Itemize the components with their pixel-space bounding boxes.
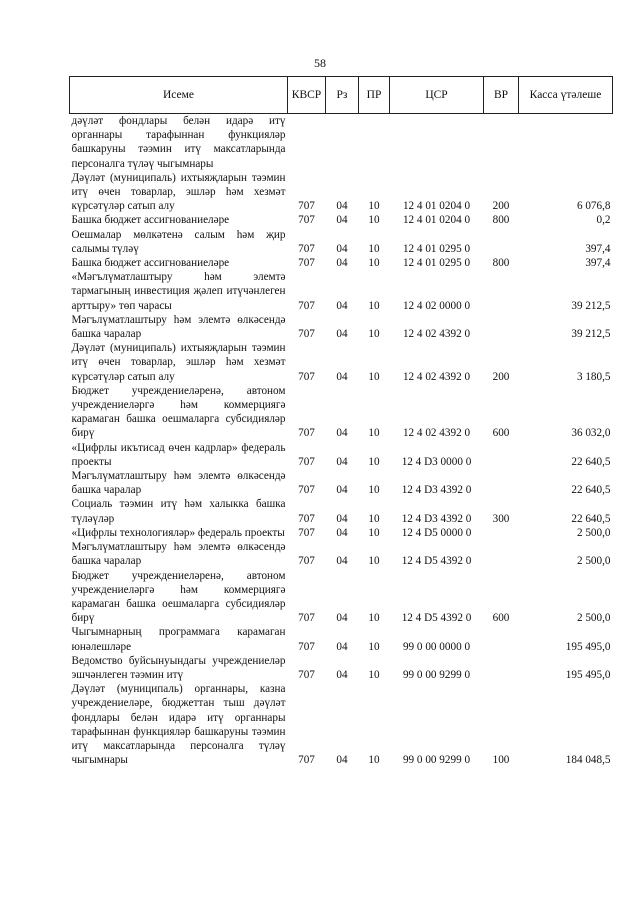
cell-name: «Цифрлы технологияләр» федераль проекты <box>71 526 285 539</box>
header-kassa: Касса үтәлеше <box>519 77 613 114</box>
cell-kvsr: 707 <box>298 328 315 341</box>
table-body <box>70 114 613 768</box>
cell-pr: 10 <box>368 484 380 497</box>
cell-name: Ведомство буйсынуындагы учреждениеләр эшчәнлеген тәэмин итү <box>71 654 286 681</box>
cell-pr: 10 <box>368 214 380 227</box>
cell-csr: 12 4 01 0295 0 <box>402 257 471 270</box>
cell-rz: 04 <box>336 242 348 255</box>
cell-pr: 10 <box>368 555 380 568</box>
cell-rz: 04 <box>336 328 348 341</box>
budget-table <box>69 76 613 767</box>
cell-kassa: 22 640,5 <box>571 484 611 497</box>
cell-csr: 99 0 00 0000 0 <box>402 640 471 653</box>
table-row <box>70 228 613 256</box>
cell-kassa: 2 500,0 <box>576 555 611 568</box>
cell-kassa: 39 212,5 <box>571 299 611 312</box>
cell-rz: 04 <box>336 427 348 440</box>
cell-vr: 600 <box>492 427 510 440</box>
header-rz: Рз <box>326 77 359 114</box>
cell-kassa: 6 076,8 <box>576 200 611 213</box>
cell-kvsr: 707 <box>298 640 315 653</box>
cell-kassa: 3 180,5 <box>576 370 611 383</box>
cell-vr <box>484 625 519 653</box>
cell-pr: 10 <box>368 754 380 767</box>
cell-kassa: 184 048,5 <box>565 754 611 767</box>
cell-vr <box>484 228 519 256</box>
cell-name: «Цифрлы икътисад өчен кадрлар» федераль проекты <box>71 441 286 468</box>
cell-pr: 10 <box>368 242 380 255</box>
cell-name: Чыгымнарның программага карамаган юнәлешләре <box>71 626 286 653</box>
cell-pr: 10 <box>368 668 380 681</box>
cell-csr: 12 4 D3 4392 0 <box>401 484 472 497</box>
table-row <box>70 526 613 540</box>
cell-csr: 12 4 01 0204 0 <box>402 200 471 213</box>
cell-vr: 200 <box>492 200 510 213</box>
cell-name: Башка бюджет ассигнованиеләре <box>71 257 230 270</box>
cell-kvsr: 707 <box>298 555 315 568</box>
cell-name: Бюджет учреждениеләренә, автоном учреждениеләргә һәм коммерциягә карамаган башка оешмаларга субсидияләр бирү <box>71 384 286 440</box>
cell-csr: 12 4 02 0000 0 <box>402 299 471 312</box>
cell-kvsr: 707 <box>298 257 315 270</box>
cell-pr: 10 <box>368 455 380 468</box>
cell-vr: 300 <box>492 512 510 525</box>
cell-kvsr: 707 <box>298 512 315 525</box>
cell-vr <box>484 469 519 497</box>
cell-kassa: 397,4 <box>585 242 611 255</box>
cell-kvsr <box>288 114 326 171</box>
header-pr: ПР <box>359 77 390 114</box>
table-row <box>70 384 613 441</box>
cell-pr: 10 <box>368 257 380 270</box>
cell-vr <box>484 526 519 540</box>
cell-name: Социаль тәэмин итү һәм халыкка башка түләүләр <box>71 498 286 525</box>
table-row <box>70 213 613 227</box>
cell-kvsr: 707 <box>298 754 315 767</box>
cell-name: Дәүләт (муниципаль) ихтыяҗларын тәэмин итү өчен товарлар, эшләр һәм хезмәт күрсәтүләр сатып алу <box>71 342 286 383</box>
table-header-row <box>70 77 613 114</box>
cell-rz: 04 <box>336 555 348 568</box>
cell-rz: 04 <box>336 455 348 468</box>
table-row <box>70 682 613 767</box>
cell-csr <box>390 114 484 171</box>
cell-csr: 12 4 D5 4392 0 <box>401 612 472 625</box>
table-row <box>70 341 613 384</box>
cell-pr: 10 <box>368 512 380 525</box>
cell-csr: 12 4 01 0204 0 <box>402 214 471 227</box>
cell-kvsr: 707 <box>298 668 315 681</box>
cell-kassa: 397,4 <box>585 257 611 270</box>
cell-rz: 04 <box>336 512 348 525</box>
table-row <box>70 654 613 682</box>
cell-csr: 12 4 01 0295 0 <box>402 242 471 255</box>
cell-kassa: 22 640,5 <box>571 512 611 525</box>
cell-rz: 04 <box>336 754 348 767</box>
cell-rz: 04 <box>336 200 348 213</box>
cell-csr: 12 4 02 4392 0 <box>402 427 471 440</box>
cell-vr <box>484 654 519 682</box>
table-row <box>70 256 613 270</box>
cell-vr <box>484 441 519 469</box>
header-csr: ЦСР <box>390 77 484 114</box>
cell-pr: 10 <box>368 640 380 653</box>
cell-rz: 04 <box>336 257 348 270</box>
cell-kassa: 22 640,5 <box>571 455 611 468</box>
cell-name: Мәгълүматлаштыру һәм элемтә өлкәсендә башка чаралар <box>71 541 286 568</box>
cell-rz: 04 <box>336 484 348 497</box>
cell-pr: 10 <box>368 427 380 440</box>
cell-kvsr: 707 <box>298 612 315 625</box>
cell-rz: 04 <box>336 668 348 681</box>
cell-pr: 10 <box>368 526 380 539</box>
cell-kvsr: 707 <box>298 484 315 497</box>
cell-vr: 100 <box>492 754 510 767</box>
header-vr: ВР <box>484 77 519 114</box>
table-row <box>70 569 613 626</box>
table-row <box>70 625 613 653</box>
cell-pr: 10 <box>368 299 380 312</box>
cell-csr: 12 4 D5 4392 0 <box>401 555 472 568</box>
table-row <box>70 469 613 497</box>
cell-vr <box>484 114 519 171</box>
cell-rz: 04 <box>336 214 348 227</box>
cell-kvsr: 707 <box>298 200 315 213</box>
table-row <box>70 114 613 171</box>
cell-name: Мәгълүматлаштыру һәм элемтә өлкәсендә башка чаралар <box>71 313 286 341</box>
cell-name: Оешмалар мөлкәтенә салым һәм җир салымы түләү <box>71 228 286 255</box>
cell-pr: 10 <box>368 200 380 213</box>
cell-kvsr: 707 <box>298 455 315 468</box>
cell-csr: 12 4 02 4392 0 <box>402 328 471 341</box>
cell-name: Мәгълүматлаштыру һәм элемтә өлкәсендә башка чаралар <box>71 470 286 497</box>
table-row <box>70 171 613 214</box>
cell-kassa: 0,2 <box>596 214 611 227</box>
cell-name: Дәүләт (муниципаль) ихтыяҗларын тәэмин итү өчен товарлар, эшләр һәм хезмәт күрсәтүләр сатып алу <box>71 171 286 213</box>
cell-vr: 800 <box>492 214 510 227</box>
cell-kassa: 36 032,0 <box>571 427 611 440</box>
cell-vr: 200 <box>492 370 510 383</box>
cell-csr: 12 4 D3 0000 0 <box>401 455 472 468</box>
table-row <box>70 313 613 341</box>
cell-csr: 12 4 02 4392 0 <box>402 370 471 383</box>
cell-kvsr: 707 <box>298 299 315 312</box>
cell-vr <box>484 270 519 313</box>
cell-vr: 600 <box>492 612 510 625</box>
cell-name: «Мәгълүматлаштыру һәм элемтә тармагының инвестиция җәлеп итүчәнлеген арттыру» төп чарасы <box>71 271 286 312</box>
cell-kassa: 2 500,0 <box>576 612 611 625</box>
cell-csr: 12 4 D5 0000 0 <box>401 526 472 539</box>
header-kvsr: КВСР <box>288 77 326 114</box>
table-row <box>70 497 613 525</box>
cell-kassa: 2 500,0 <box>576 526 611 539</box>
cell-rz: 04 <box>336 299 348 312</box>
cell-pr: 10 <box>368 328 380 341</box>
cell-name: Башка бюджет ассигнованиеләре <box>71 214 230 227</box>
cell-name: Бюджет учреждениеләренә, автоном учреждениеләргә һәм коммерциягә карамаган башка оешмаларга субсидияләр бирү <box>71 569 286 625</box>
cell-kvsr: 707 <box>298 427 315 440</box>
cell-name: дәүләт фондлары белән идарә итү органнары тарафыннан функцияләр башкаруны тәэмин итү максатларында персоналга түләү чыгымнары <box>71 115 286 170</box>
cell-csr: 99 0 00 9299 0 <box>402 754 471 767</box>
cell-kassa: 195 495,0 <box>565 640 611 653</box>
cell-csr: 99 0 00 9299 0 <box>402 668 471 681</box>
cell-vr <box>484 540 519 568</box>
cell-kvsr: 707 <box>298 526 315 539</box>
cell-pr <box>359 114 390 171</box>
table-row <box>70 270 613 313</box>
cell-kvsr: 707 <box>298 242 315 255</box>
cell-kassa: 39 212,5 <box>571 328 611 341</box>
cell-pr: 10 <box>368 612 380 625</box>
table-row <box>70 441 613 469</box>
cell-rz <box>326 114 359 171</box>
cell-vr <box>484 313 519 341</box>
cell-pr: 10 <box>368 370 380 383</box>
cell-rz: 04 <box>336 526 348 539</box>
cell-name: Дәүләт (муниципаль) органнары, казна учреждениеләре, бюджеттан тыш дәүләт фондлары белән идарә итү органнары тарафыннан функцияләр башкаруны тәэмин итү максатларында персоналга түләү чыгымнары <box>71 683 286 767</box>
cell-rz: 04 <box>336 612 348 625</box>
table-row <box>70 540 613 568</box>
header-name: Исеме <box>70 77 288 114</box>
cell-kvsr: 707 <box>298 370 315 383</box>
cell-csr: 12 4 D3 4392 0 <box>401 512 472 525</box>
cell-kassa: 195 495,0 <box>565 668 611 681</box>
cell-kvsr: 707 <box>298 214 315 227</box>
cell-rz: 04 <box>336 640 348 653</box>
cell-vr: 800 <box>492 257 510 270</box>
page-number: 58 <box>314 56 326 70</box>
cell-rz: 04 <box>336 370 348 383</box>
cell-kassa <box>519 114 613 171</box>
